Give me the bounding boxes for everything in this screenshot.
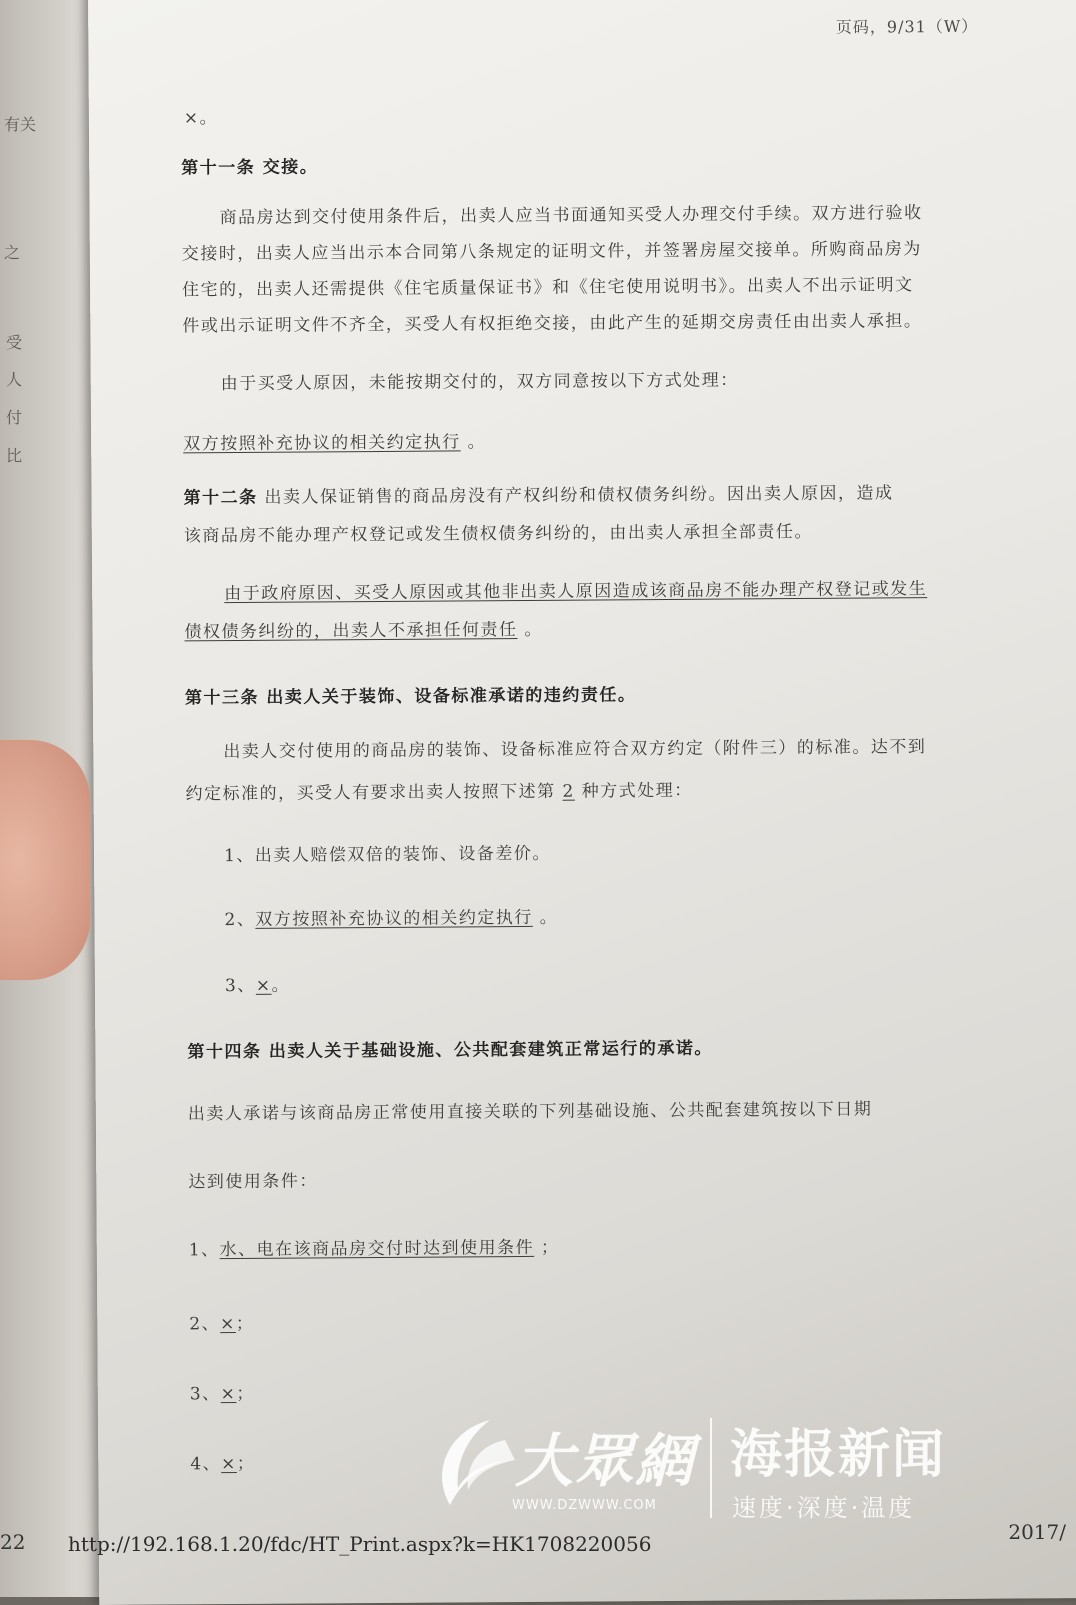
article-14-item: 4、×； xyxy=(190,1453,256,1475)
filled-blank: 双方按照补充协议的相关约定执行 xyxy=(183,432,461,455)
page-code: 页码，9/31（W） xyxy=(835,16,979,37)
watermark-brand: 海报新闻 xyxy=(730,1425,947,1485)
filled-blank: × xyxy=(221,1453,237,1475)
filled-blank: 双方按照补充协议的相关约定执行 xyxy=(255,907,533,930)
article-14-line: 达到使用条件： xyxy=(188,1171,318,1193)
article-12-exemption: 由于政府原因、买受人原因或其他非出卖人原因造成该商品房不能办理产权登记或发生 xyxy=(224,579,928,605)
left-page-fragment: 人 xyxy=(6,370,23,389)
article-13-line: 约定标准的，买受人有要求出卖人按照下述第 2 种方式处理： xyxy=(185,780,693,805)
watermark-site: WWW.DZWWW.COM xyxy=(512,1498,657,1513)
finger xyxy=(0,740,90,980)
article-13-line: 出卖人交付使用的商品房的装饰、设备标准应符合双方约定（附件三）的标准。达不到 xyxy=(223,737,927,763)
article-13-item: 3、×。 xyxy=(224,975,291,997)
article-13-item: 1、出卖人赔偿双倍的装饰、设备差价。 xyxy=(223,843,551,867)
print-url: http://192.168.1.20/fdc/HT_Print.aspx?k=HK1708220056 xyxy=(68,1532,652,1556)
article-14-item: 3、×； xyxy=(189,1383,255,1405)
left-page-fragment: 之 xyxy=(4,243,21,262)
year-fragment: 2017/ xyxy=(1008,1520,1066,1544)
article-14-item: 2、×； xyxy=(189,1313,255,1335)
article-12-line: 第十二条 出卖人保证销售的商品房没有产权纠纷和债权债务纠纷。因出卖人原因，造成 xyxy=(183,483,894,509)
filled-blank: × xyxy=(255,975,272,996)
filled-blank: 水、电在该商品房交付时达到使用条件 xyxy=(219,1237,535,1261)
article-11-line: 商品房达到交付使用条件后，出卖人应当书面通知买受人办理交付手续。双方进行验收 xyxy=(219,203,923,229)
left-page-fragment: 比 xyxy=(6,446,23,465)
article-11-delay-clause: 由于买受人原因，未能按期交付的，双方同意按以下方式处理： xyxy=(220,370,739,395)
article-12-line: 该商品房不能办理产权登记或发生债权债务纠纷的，由出卖人承担全部责任。 xyxy=(183,521,813,547)
article-13-title: 第十三条 出卖人关于装饰、设备标准承诺的违约责任。 xyxy=(184,685,637,709)
article-14-item: 1、水、电在该商品房交付时达到使用条件 ； xyxy=(188,1237,560,1261)
watermark-logo-text: 大眾網 xyxy=(515,1427,696,1495)
article-11-line: 件或出示证明文件不齐全，买受人有权拒绝交接，由此产生的延期交房责任由出卖人承担。 xyxy=(182,311,923,337)
article-11-handling: 双方按照补充协议的相关约定执行 。 xyxy=(183,432,487,455)
article-13-item: 2、双方按照补充协议的相关约定执行 。 xyxy=(224,907,559,931)
filled-blank: × xyxy=(220,1383,237,1405)
article-11-line: 住宅的，出卖人还需提供《住宅质量保证书》和《住宅使用说明书》。出卖人不出示证明文 xyxy=(182,275,914,301)
watermark-divider xyxy=(710,1418,712,1518)
article-11-line: 交接时，出卖人应当出示本合同第八条规定的证明文件，并签署房屋交接单。所购商品房为 xyxy=(181,239,922,265)
left-page-fragment: 有关 xyxy=(4,115,37,134)
watermark xyxy=(420,1410,1010,1530)
article-14-line: 出卖人承诺与该商品房正常使用直接关联的下列基础设施、公共配套建筑按以下日期 xyxy=(187,1099,873,1125)
article-12-exemption: 债权债务纠纷的，出卖人不承担任何责任 。 xyxy=(184,619,543,643)
filled-blank: × xyxy=(220,1314,236,1335)
top-mark: ×。 xyxy=(183,108,219,129)
watermark-slogan: 速度·深度·温度 xyxy=(732,1494,916,1522)
article-11-title: 第十一条 交接。 xyxy=(181,157,319,179)
left-page-number: 22 xyxy=(0,1530,26,1554)
article-14-title: 第十四条 出卖人关于基础设施、公共配套建筑正常运行的承诺。 xyxy=(187,1038,713,1063)
contract-page xyxy=(88,0,1076,1605)
article-12-title: 第十二条 xyxy=(183,487,258,509)
phoenix-logo-icon xyxy=(420,1410,520,1520)
left-page-fragment: 付 xyxy=(6,408,23,427)
filled-blank: 2 xyxy=(562,781,575,802)
left-page-fragment: 受 xyxy=(6,333,23,352)
